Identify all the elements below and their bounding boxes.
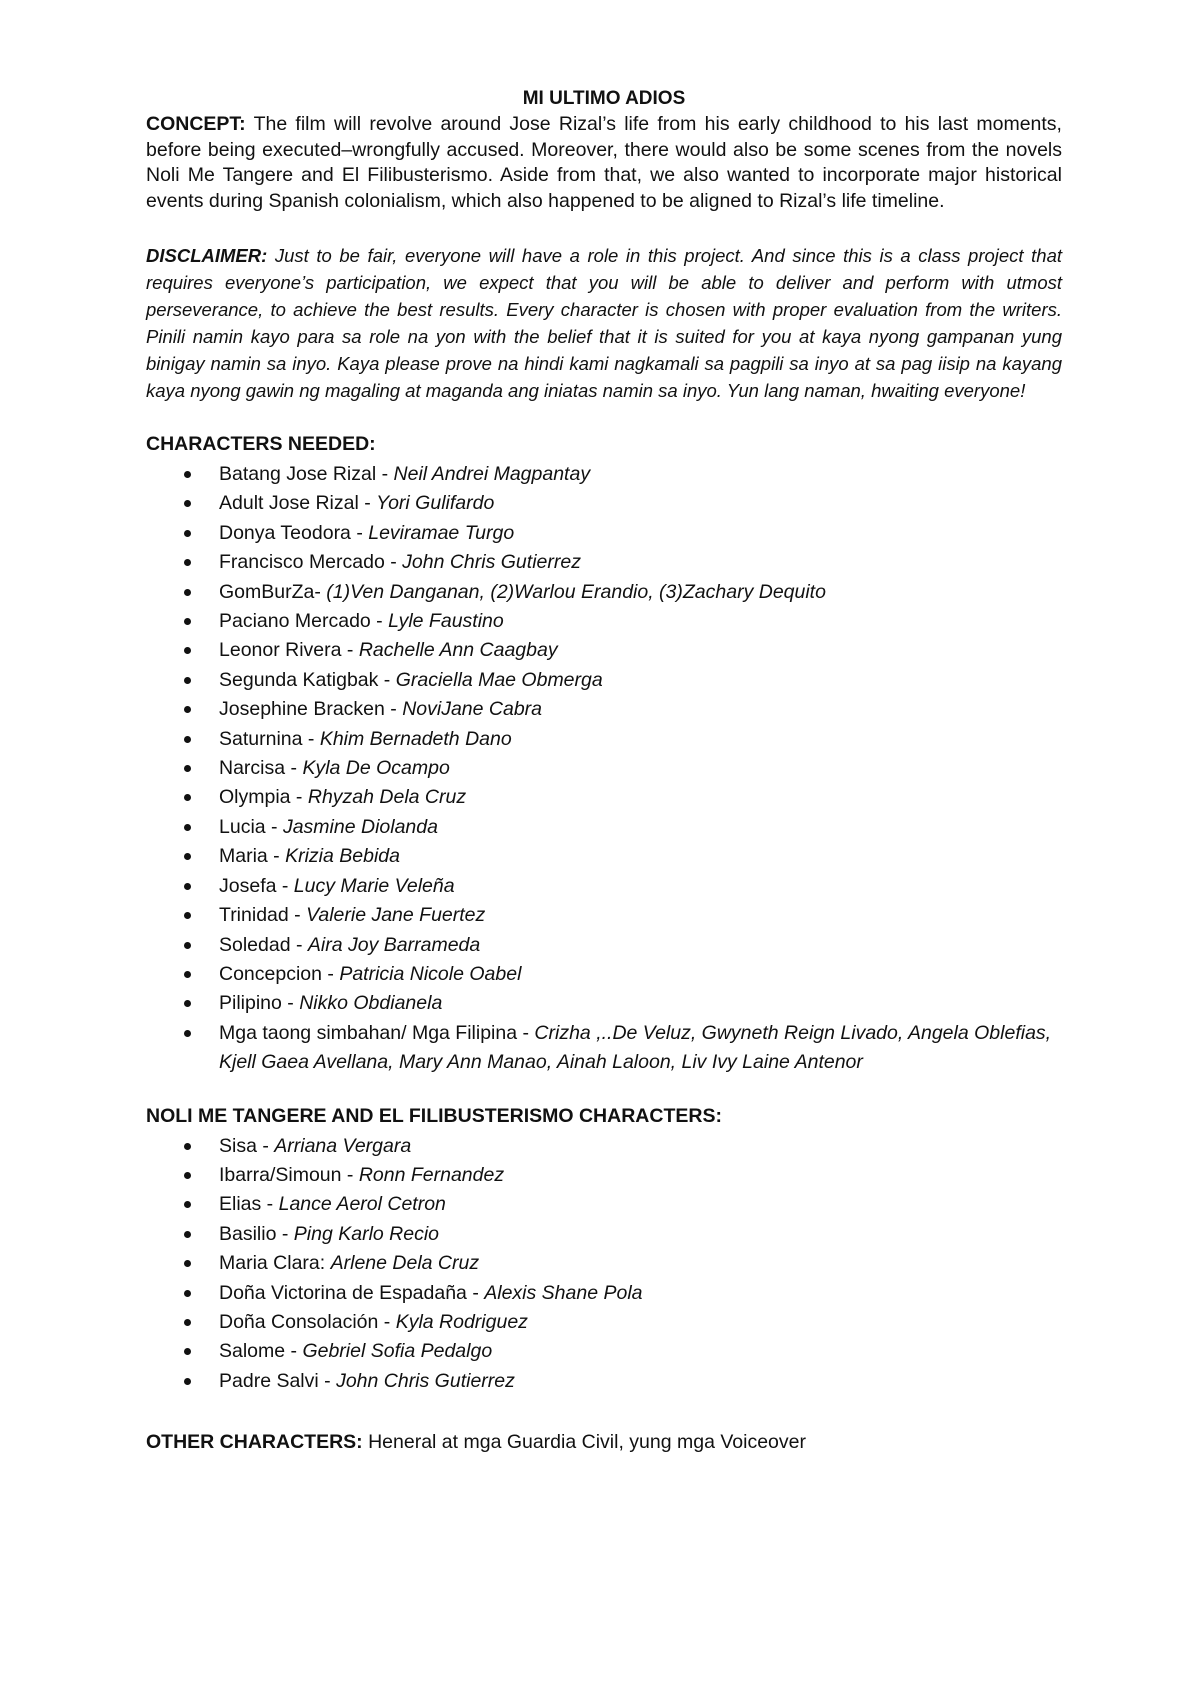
actor-name: Leviramae Turgo — [368, 521, 515, 544]
actor-name: Ping Karlo Recio — [293, 1222, 440, 1245]
disclaimer-text: Just to be fair, everyone will have a role in this project. And since this is a class project that requires everyone’s participation, we expect that you will be able to deliver and perform with utmost perseverance, to achieve the best results. Every character is chosen with proper evaluation from the writers. Pinili namin kayo para sa role na yon with the belief that it is suited for you at kaya nyong gampanan yung binigay namin sa inyo. Kaya please prove na hindi kami nagkamali sa pagpili sa inyo at sa pag iisip na kayang kaya nyong gawin ng magaling at maganda ang iniatas namin sa inyo. Yun lang naman, hwaiting everyone! — [146, 245, 1062, 401]
bullet-icon — [184, 530, 191, 537]
list-item — [146, 754, 1062, 783]
actor-name: Patricia Nicole Oabel — [339, 962, 522, 985]
bullet-icon — [184, 1260, 191, 1267]
bullet-icon — [184, 1378, 191, 1385]
character-role: Josephine Bracken - — [219, 698, 403, 721]
actor-name: Jasmine Diolanda — [282, 815, 438, 838]
actor-name: Lucy Marie Veleña — [293, 874, 455, 897]
list-item — [146, 813, 1062, 842]
bullet-icon — [184, 559, 191, 566]
concept-paragraph — [146, 112, 1062, 214]
actor-name: Kyla Rodriguez — [395, 1310, 528, 1333]
actor-name: Nikko Obdianela — [299, 992, 443, 1015]
character-role: Doña Victorina de Espadaña - — [219, 1281, 485, 1304]
character-role: Narcisa - — [219, 757, 303, 780]
actor-name: Neil Andrei Magpantay — [393, 463, 591, 485]
character-role: Maria - — [219, 845, 286, 868]
character-role: Maria Clara: — [219, 1252, 331, 1275]
concept-label: CONCEPT: — [146, 113, 246, 135]
bullet-icon — [184, 1348, 191, 1355]
character-role: Doña Consolación - — [219, 1310, 396, 1333]
actor-name: Valerie Jane Fuertez — [306, 904, 486, 927]
actor-name: Ronn Fernandez — [358, 1163, 505, 1186]
bullet-icon — [184, 853, 191, 860]
disclaimer-label: DISCLAIMER: — [146, 245, 268, 266]
bullet-icon — [184, 1143, 191, 1150]
character-role: Concepcion - — [219, 962, 340, 985]
character-role: Trinidad - — [219, 904, 307, 927]
character-role: Adult Jose Rizal - — [219, 492, 377, 515]
document-page — [146, 86, 1062, 1475]
bullet-icon — [184, 500, 191, 507]
character-role: Segunda Katigbak - — [219, 668, 396, 691]
bullet-icon — [184, 1172, 191, 1179]
character-role: Olympia - — [219, 786, 308, 809]
actor-name: Arriana Vergara — [274, 1134, 412, 1157]
actor-name: Crizha ,..De Veluz, Gwyneth Reign Livado, Angela Oblefias, Kjell Gaea Avellana, Mary Ann Manao, Ainah Laloon, Liv Ivy Laine Antenor — [219, 1021, 1052, 1074]
character-role: Lucia - — [219, 815, 283, 838]
list-item — [146, 960, 1062, 989]
bullet-icon — [184, 706, 191, 713]
bullet-icon — [184, 618, 191, 625]
bullet-icon — [184, 1201, 191, 1208]
bullet-icon — [184, 765, 191, 772]
list-item — [146, 460, 1062, 489]
list-item — [146, 695, 1062, 724]
character-role: Saturnina - — [219, 727, 320, 750]
list-item — [146, 1132, 1062, 1161]
list-item — [146, 548, 1062, 577]
list-item — [146, 1161, 1062, 1190]
actor-name: Yori Gulifardo — [376, 492, 495, 515]
character-role: Batang Jose Rizal - — [219, 463, 394, 485]
list-item — [146, 578, 1062, 607]
bullet-icon — [184, 647, 191, 654]
list-item — [146, 607, 1062, 636]
list-item — [146, 725, 1062, 754]
list-item — [146, 489, 1062, 518]
bullet-icon — [184, 1319, 191, 1326]
actor-name: Rachelle Ann Caagbay — [358, 639, 558, 662]
list-item — [146, 783, 1062, 812]
list-item — [146, 519, 1062, 548]
character-role: Soledad - — [219, 933, 308, 956]
actor-name: Kyla De Ocampo — [302, 757, 450, 780]
bullet-icon — [184, 912, 191, 919]
list-item — [146, 1308, 1062, 1337]
bullet-icon — [184, 824, 191, 831]
actor-name: Rhyzah Dela Cruz — [307, 786, 467, 809]
character-role: Salome - — [219, 1340, 303, 1363]
bullet-icon — [184, 1290, 191, 1297]
list-item — [146, 1367, 1062, 1396]
bullet-icon — [184, 471, 191, 478]
list-item — [146, 1019, 1062, 1078]
list-item — [146, 989, 1062, 1018]
noli-characters-list — [146, 1132, 1062, 1397]
list-item — [146, 1190, 1062, 1219]
list-item — [146, 872, 1062, 901]
other-characters-label: OTHER CHARACTERS: — [146, 1431, 363, 1454]
bullet-icon — [184, 971, 191, 978]
character-role: Josefa - — [219, 874, 294, 897]
actor-name: John Chris Gutierrez — [402, 551, 581, 574]
character-role: Sisa - — [219, 1134, 275, 1157]
list-item — [146, 842, 1062, 871]
actor-name: Lance Aerol Cetron — [278, 1193, 446, 1216]
character-role: Elias - — [219, 1193, 279, 1216]
actor-name: Khim Bernadeth Dano — [319, 727, 512, 750]
bullet-icon — [184, 589, 191, 596]
bullet-icon — [184, 942, 191, 949]
actor-name: Lyle Faustino — [388, 610, 504, 633]
character-role: Donya Teodora - — [219, 521, 369, 544]
characters-heading: CHARACTERS NEEDED: — [146, 433, 376, 455]
list-item — [146, 1337, 1062, 1366]
list-item — [146, 931, 1062, 960]
other-characters-paragraph — [146, 1429, 1062, 1455]
actor-name: John Chris Gutierrez — [336, 1369, 515, 1392]
character-role: Paciano Mercado - — [219, 610, 389, 633]
actor-name: Alexis Shane Pola — [484, 1281, 643, 1304]
character-role: Basilio - — [219, 1222, 294, 1245]
character-role: GomBurZa- — [219, 580, 327, 603]
character-role: Leonor Rivera - — [219, 639, 359, 662]
bullet-icon — [184, 1000, 191, 1007]
disclaimer-paragraph — [146, 242, 1062, 404]
document-title: MI ULTIMO ADIOS — [522, 88, 686, 109]
character-role: Ibarra/Simoun - — [219, 1163, 359, 1186]
character-role: Padre Salvi - — [219, 1369, 337, 1392]
concept-text: The film will revolve around Jose Rizal’s life from his early childhood to his last moments, before being executed–wrongfully accused. Moreover, there would also be some scenes from the novels Noli Me Tangere and El Filibusterismo. Aside from that, we also wanted to incorporate major historical events during Spanish colonialism, which also happened to be aligned to Rizal’s life timeline. — [146, 113, 1062, 212]
bullet-icon — [184, 736, 191, 743]
character-role: Pilipino - — [219, 992, 300, 1015]
noli-characters-heading: NOLI ME TANGERE AND EL FILIBUSTERISMO CHARACTERS: — [146, 1104, 722, 1127]
character-role: Francisco Mercado - — [219, 551, 403, 574]
actor-name: NoviJane Cabra — [402, 698, 543, 721]
actor-name: Krizia Bebida — [285, 845, 400, 868]
characters-list — [146, 460, 1062, 1078]
list-item — [146, 1249, 1062, 1278]
actor-name: Aira Joy Barrameda — [307, 933, 481, 956]
list-item — [146, 1220, 1062, 1249]
list-item — [146, 636, 1062, 665]
bullet-icon — [184, 1231, 191, 1238]
actor-name: Gebriel Sofia Pedalgo — [302, 1340, 493, 1363]
list-item — [146, 666, 1062, 695]
bullet-icon — [184, 794, 191, 801]
list-item — [146, 901, 1062, 930]
actor-name: Graciella Mae Obmerga — [395, 668, 603, 691]
bullet-icon — [184, 1030, 191, 1037]
actor-name: Arlene Dela Cruz — [330, 1252, 480, 1275]
actor-name: (1)Ven Danganan, (2)Warlou Erandio, (3)Zachary Dequito — [326, 580, 826, 603]
bullet-icon — [184, 883, 191, 890]
other-characters-text: Heneral at mga Guardia Civil, yung mga Voiceover — [362, 1431, 806, 1454]
character-role: Mga taong simbahan/ Mga Filipina - — [219, 1021, 535, 1044]
list-item — [146, 1279, 1062, 1308]
bullet-icon — [184, 677, 191, 684]
